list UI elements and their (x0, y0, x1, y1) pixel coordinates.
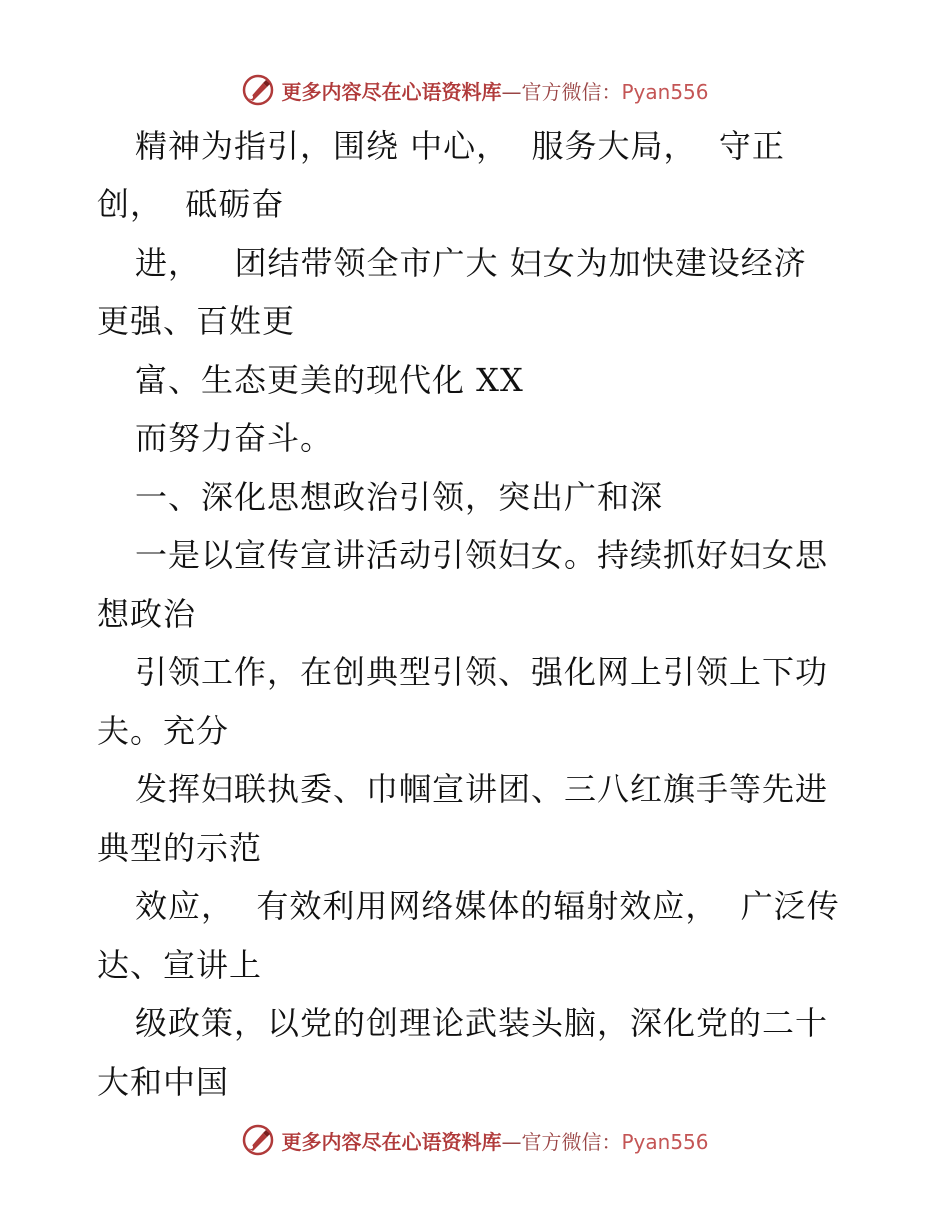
ink-pen-logo-icon (241, 1123, 275, 1157)
text-line: 达、宣讲上 (97, 946, 263, 984)
text-line: 想政治 (97, 595, 197, 633)
footer-banner-text (281, 1126, 708, 1155)
text-line: 典型的示范 (97, 829, 263, 867)
text-line: 级政策，以党的创理论武装头脑，深化党的二十 (135, 1004, 829, 1042)
header-banner-sub: —官方微信： (501, 79, 622, 104)
header-banner-id: Pyan556 (621, 79, 709, 104)
footer-banner-sub: —官方微信： (501, 1129, 622, 1154)
text-line: 大和中国 (97, 1063, 230, 1101)
text-line: 更强、百姓更 (97, 302, 296, 340)
text-line: 创， 砥砺奋 (97, 185, 285, 223)
header-banner-main: 更多内容尽在心语资料库 (281, 79, 502, 104)
text-line: 引领工作，在创典型引领、强化网上引领上下功 (135, 653, 829, 691)
text-line: 发挥妇联执委、巾帼宣讲团、三八红旗手等先进 (135, 770, 829, 808)
text-line: 富、生态更美的现代化 XX (135, 361, 524, 399)
text-line: 一、深化思想政治引领，突出广和深 (135, 478, 664, 516)
text-line: 效应， 有效利用网络媒体的辐射效应， 广泛传 (135, 887, 840, 925)
text-line: 进， 团结带领全市广大 妇女为加快建设经济 (135, 244, 807, 282)
footer-banner (0, 1120, 950, 1160)
text-line: 夫。充分 (97, 712, 230, 750)
footer-banner-id: Pyan556 (621, 1129, 709, 1154)
footer-banner-main: 更多内容尽在心语资料库 (281, 1129, 502, 1154)
text-line: 一是以宣传宣讲活动引领妇女。持续抓好妇女思 (135, 536, 829, 574)
text-line: 而努力奋斗。 (135, 419, 334, 457)
text-line: 精神为指引，围绕 中心， 服务大局， 守正 (135, 127, 785, 165)
footer-banner-inner (241, 1123, 708, 1157)
